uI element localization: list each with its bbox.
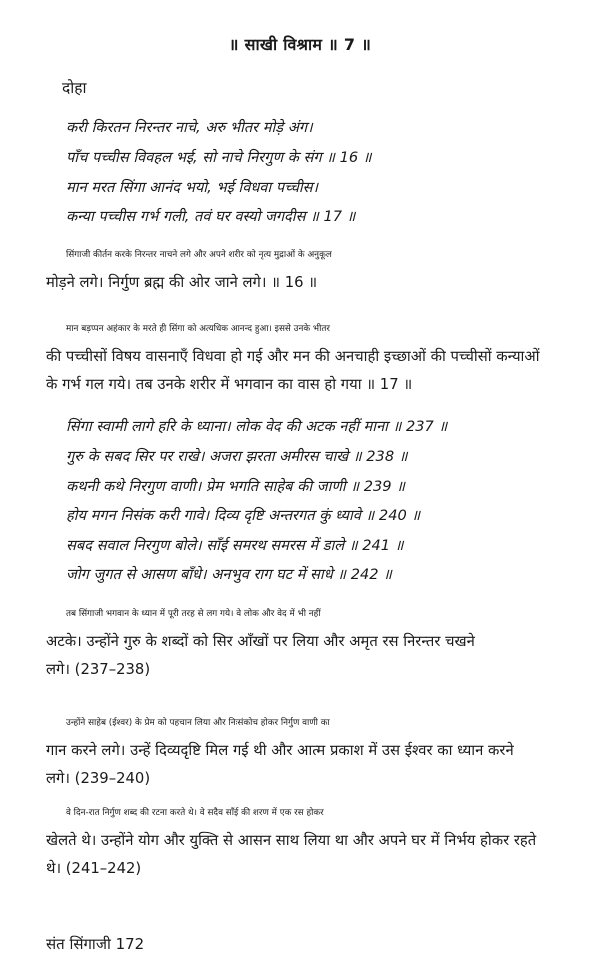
paragraph-line: सिंगाजी कीर्तन करके निरन्तर नाचने लगे और अपने शरीर को नृत्य मुद्राओं के अनुकूल	[66, 250, 332, 260]
chapter-heading: ॥ साखी विश्राम ॥ 7 ॥	[228, 35, 372, 54]
verse-line: कथनी कथे निरगुण वाणी। प्रेम भगति साहेब की जाणी ॥ 239 ॥	[66, 478, 405, 495]
verse-line: सिंगा स्वामी लागे हरि के ध्याना। लोक वेद की अटक नहीं माना ॥ 237 ॥	[66, 418, 448, 435]
verse-line: कन्या पच्चीस गर्भ गली, तवं घर वस्यो जगदीस ॥ 17 ॥	[66, 208, 356, 225]
verse-line: करी किरतन निरन्तर नाचे, अरु भीतर मोड़े अंग।	[66, 119, 313, 136]
verse-line: होय मगन निसंक करी गावे। दिव्य दृष्टि अन्तरगत कुं ध्यावे ॥ 240 ॥	[66, 507, 421, 524]
verse-line: जोग जुगत से आसण बाँधे। अनभुव राग घट में साधे ॥ 242 ॥	[66, 566, 392, 583]
paragraph-line: वे दिन-रात निर्गुण शब्द की रटना करते थे। वे सदैव साँई की शरण में एक रस होकर	[66, 808, 324, 818]
paragraph-line: मोड़ने लगे। निर्गुण ब्रह्म की ओर जाने लगे। ॥ 16 ॥	[46, 274, 318, 291]
paragraph-line: थे। (241–242)	[46, 860, 142, 877]
paragraph-line: लगे। (239–240)	[46, 770, 151, 787]
verse-line: पाँच पच्चीस विवहल भई, सो नाचे निरगुण के संग ॥ 16 ॥	[66, 149, 372, 166]
paragraph-line: गान करने लगे। उन्हें दिव्यदृष्टि मिल गई थी और आत्म प्रकाश में उस ईश्वर का ध्यान करने	[46, 742, 514, 759]
paragraph-line: के गर्भ गल गये। तब उनके शरीर में भगवान का वास हो गया ॥ 17 ॥	[46, 376, 413, 393]
paragraph-line: मान बड़प्पन अहंकार के मरते ही सिंगा को अत्यधिक आनन्द हुआ। इससे उनके भीतर	[66, 324, 331, 334]
verse-line: सबद सवाल निरगुण बोले। साँई समरथ समरस में डाले ॥ 241 ॥	[66, 537, 404, 554]
paragraph-2	[46, 315, 560, 399]
verse-line: गुरु के सबद सिर पर राखे। अजरा झरता अमीरस चाखे ॥ 238 ॥	[66, 448, 408, 465]
paragraph-line: खेलते थे। उन्होंने योग और युक्ति से आसन साथ लिया था और अपने घर में निर्भय होकर रहते	[46, 832, 537, 849]
verse-line: मान मरत सिंगा आनंद भयो, भई विधवा पच्चीस।	[66, 179, 319, 196]
paragraph-line: लगे। (237–238)	[46, 661, 151, 678]
paragraph-line: तब सिंगाजी भगवान के ध्यान में पूरी तरह से लग गये। वे लोक और वेद में भी नहीं	[66, 609, 321, 619]
paragraph-4	[46, 709, 560, 793]
paragraph-line: की पच्चीसों विषय वासनाएँ विधवा हो गई और मन की अनचाही इच्छाओं की पच्चीसों कन्याओं	[46, 348, 540, 365]
section-label-doha: दोहा	[62, 79, 87, 97]
paragraph-line: अटके। उन्होंने गुरु के शब्दों को सिर आँखों पर लिया और अमृत रस निरन्तर चखने	[46, 633, 475, 650]
paragraph-5	[46, 799, 560, 883]
paragraph-3	[46, 600, 560, 684]
page-footer: संत सिंगाजी 172	[46, 935, 145, 953]
paragraph-line: उन्होंने साहेब (ईश्वर) के प्रेम को पहचान लिया और निःसंकोच होकर निर्गुण वाणी का	[66, 718, 330, 728]
paragraph-1	[46, 241, 560, 297]
